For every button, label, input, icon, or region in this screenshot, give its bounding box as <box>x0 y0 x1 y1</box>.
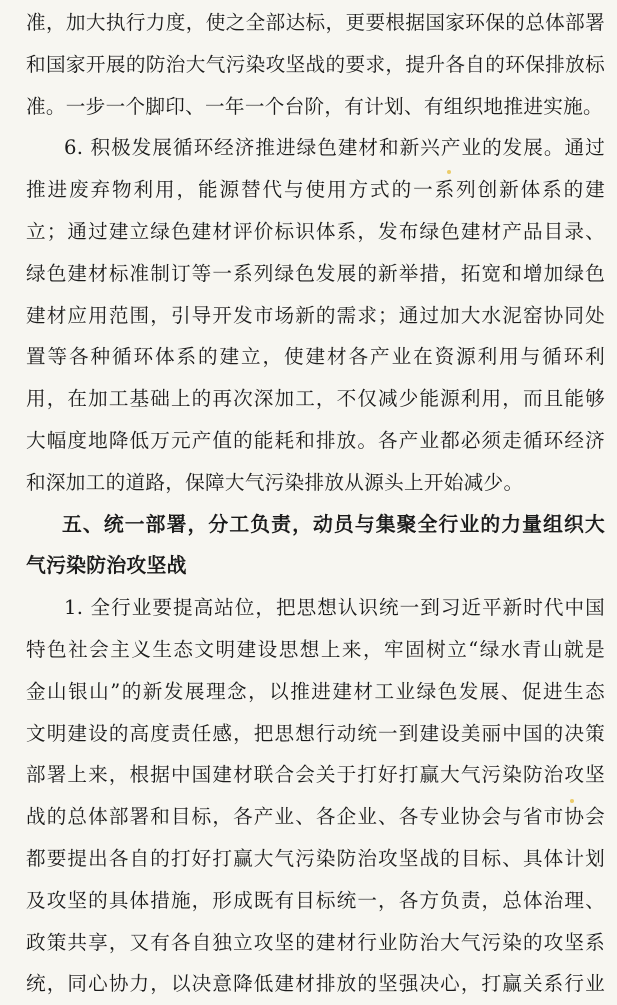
text-line: 统，同心协力，以决意降低建材排放的坚强决心，打赢关系行业 <box>26 972 605 996</box>
section-heading-line: 气污染防治攻坚战 <box>26 554 187 578</box>
text-line: 特色社会主义生态文明建设思想上来，牢固树立“绿水青山就是 <box>26 637 605 661</box>
text-line: 及攻坚的具体措施，形成既有目标统一，各方负责，总体治理、 <box>26 888 605 912</box>
document-body <box>26 2 605 1005</box>
text-line: 绿色建材标准制订等一系列绿色发展的新举措，拓宽和增加绿色 <box>26 261 605 285</box>
document-page <box>0 2 617 996</box>
text-line: 准，加大执行力度，使之全部达标，更要根据国家环保的总体部署 <box>26 11 605 34</box>
text-line: 都要提出各自的打好打赢大气污染防治攻坚战的目标、具体计划 <box>26 846 605 870</box>
text-line: 文明建设的高度责任感，把思想行动统一到建设美丽中国的决策 <box>26 721 605 745</box>
text-line: 置等各种循环体系的建立，使建材各产业在资源利用与循环利 <box>26 345 605 369</box>
text-line: 6. 积极发展循环经济推进绿色建材和新兴产业的发展。通过 <box>64 136 605 160</box>
text-line: 大幅度地降低万元产值的能耗和排放。各产业都必须走循环经济 <box>26 428 605 452</box>
text-line: 政策共享，又有各自独立攻坚的建材行业防治大气污染的攻坚系 <box>26 930 605 954</box>
text-line: 准。一步一个脚印、一年一个台阶，有计划、有组织地推进实施。 <box>26 94 603 118</box>
text-line: 部署上来，根据中国建材联合会关于打好打赢大气污染防治攻坚 <box>26 763 605 787</box>
text-line: 建材应用范围，引导开发市场新的需求；通过加大水泥窑协同处 <box>26 303 605 327</box>
text-line: 和国家开展的防治大气污染攻坚战的要求，提升各自的环保排放标 <box>26 52 605 76</box>
text-line: 金山银山”的新发展理念，以推进建材工业绿色发展、促进生态 <box>26 679 605 703</box>
text-line: 1. 全行业要提高站位，把思想认识统一到习近平新时代中国 <box>64 596 605 620</box>
text-line: 立；通过建立绿色建材评价标识体系，发布绿色建材产品目录、 <box>26 219 605 243</box>
text-line: 和深加工的道路，保障大气污染排放从源头上开始减少。 <box>26 470 524 494</box>
section-heading-line: 五、统一部署，分工负责，动员与集聚全行业的力量组织大 <box>62 512 605 536</box>
paper-speck <box>570 799 574 803</box>
paper-speck <box>447 170 451 174</box>
text-line: 战的总体部署和目标，各产业、各企业、各专业协会与省市协会 <box>26 805 605 829</box>
text-line: 推进废弃物利用，能源替代与使用方式的一系列创新体系的建 <box>26 178 605 202</box>
text-line: 用，在加工基础上的再次深加工，不仅减少能源利用，而且能够 <box>26 387 605 411</box>
